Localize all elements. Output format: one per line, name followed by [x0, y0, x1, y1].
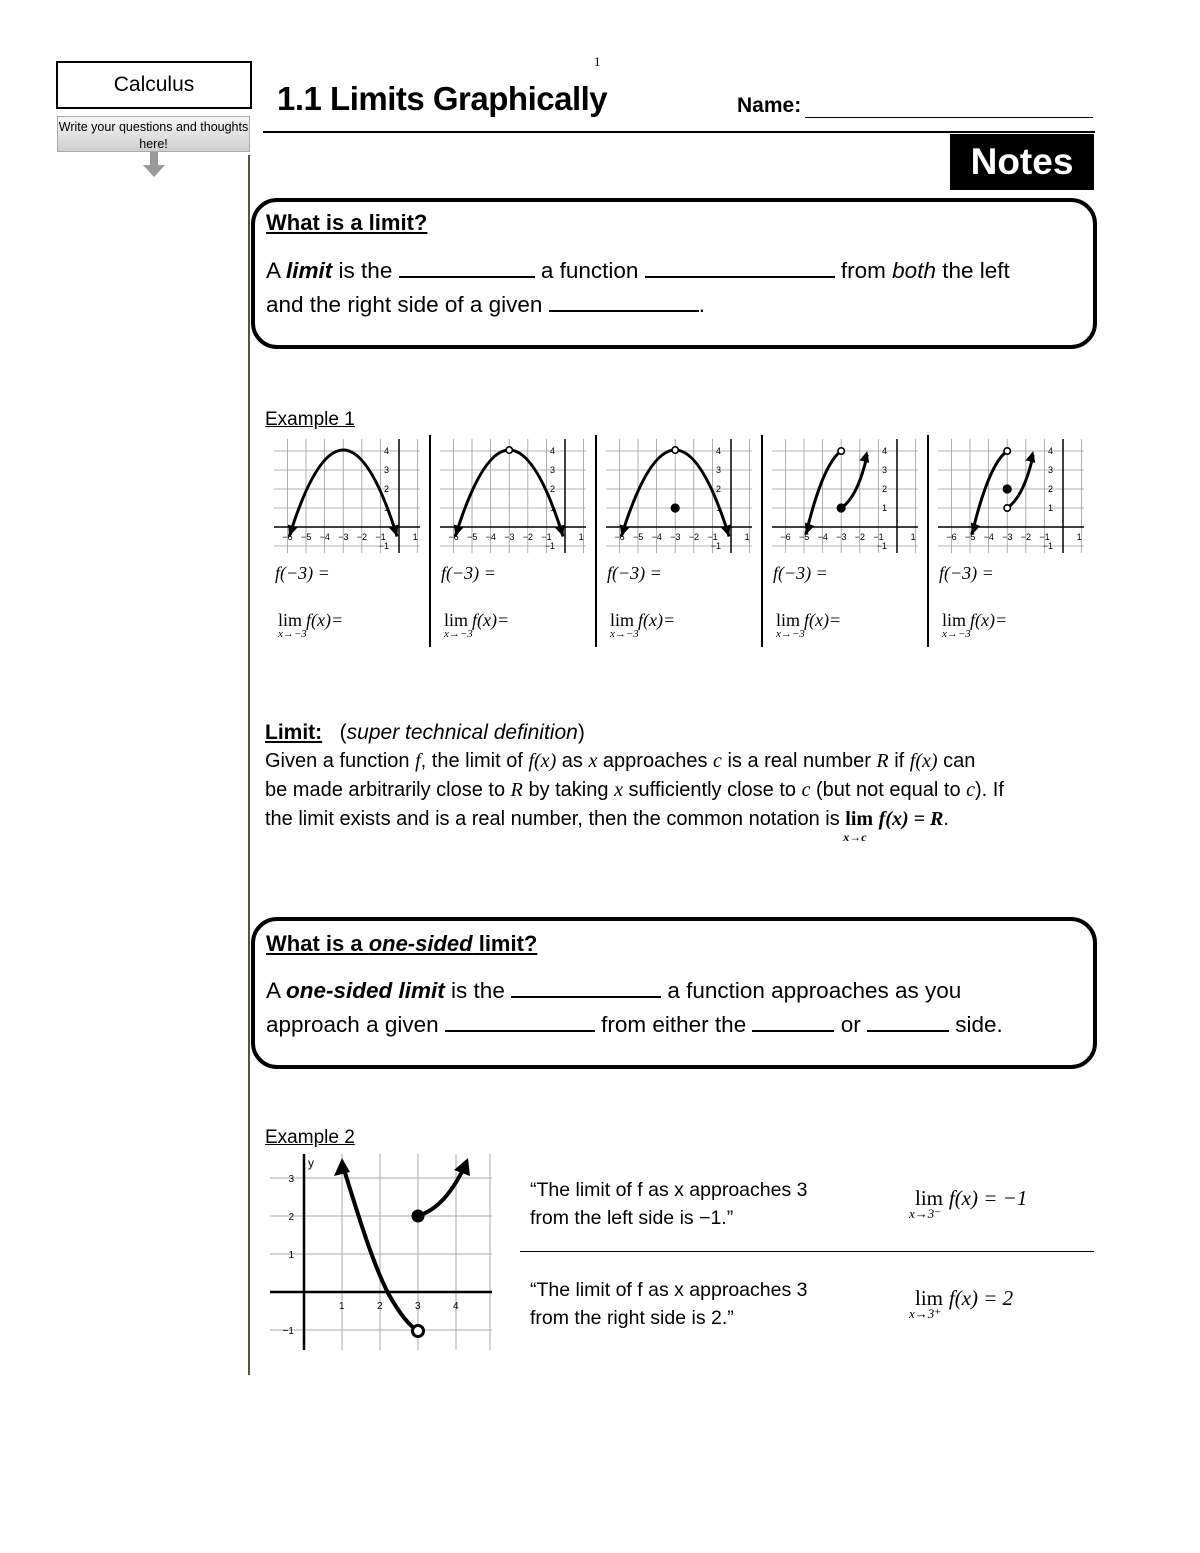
fill-in-line-1: A one-sided limit is the a function approaches as you — [266, 978, 962, 1003]
limit-prompt: lim x→−3 f(x)= — [278, 610, 344, 640]
limit-definition-box — [251, 198, 1097, 349]
function-curve — [841, 455, 867, 508]
y-tick-label: 1 — [881, 503, 887, 513]
right-branch-curve — [418, 1166, 465, 1216]
limit-technical-definition — [265, 718, 1095, 844]
open-point — [413, 1326, 424, 1337]
limit-prompt: lim x→−3 f(x)= — [610, 610, 676, 640]
right-limit-notation: lim x→3⁺ f(x) = 2 — [909, 1286, 1014, 1321]
x-tick-label: −5 — [965, 532, 976, 542]
x-tick-label: −4 — [485, 532, 496, 542]
y-tick-label: 1 — [288, 1250, 294, 1261]
x-tick-label: −6 — [780, 532, 791, 542]
open-point — [1004, 505, 1010, 511]
function-curve — [1007, 455, 1033, 508]
open-point — [1004, 448, 1010, 454]
y-tick-label: 3 — [1047, 465, 1053, 475]
term-limit: limit — [286, 258, 333, 283]
x-tick-label: −2 — [1020, 532, 1032, 542]
function-curve — [806, 451, 841, 535]
x-tick-label: −6 — [946, 532, 957, 542]
notes-badge: Notes — [950, 134, 1094, 190]
y-tick-label: 4 — [881, 446, 887, 456]
x-tick-label: −6 — [614, 532, 625, 542]
closed-point — [1003, 485, 1011, 493]
term-one-sided-limit: one-sided limit — [286, 978, 445, 1003]
limit-notation: lim x→c — [843, 808, 874, 844]
x-tick-label: −1 — [707, 532, 718, 542]
x-tick-label: −6 — [448, 532, 459, 542]
section-heading: What is a limit? — [266, 210, 428, 235]
y-tick-label: 4 — [715, 446, 721, 456]
open-point — [838, 448, 844, 454]
y-tick-label: 2 — [881, 484, 887, 494]
x-tick-label: −5 — [301, 532, 312, 542]
x-tick-label: −5 — [633, 532, 644, 542]
x-tick-label: −1 — [541, 532, 552, 542]
y-tick-label: −1 — [1042, 541, 1053, 551]
example-2-graph — [270, 1150, 495, 1355]
x-tick-label: −3 — [836, 532, 847, 542]
limit-prompt: lim x→−3 f(x)= — [942, 610, 1008, 640]
x-tick-label: −5 — [799, 532, 810, 542]
one-sided-limit-box — [251, 917, 1097, 1069]
y-axis-label: y — [308, 1156, 314, 1170]
y-tick-label: −1 — [282, 1326, 294, 1337]
limit-prompt: lim x→−3 f(x)= — [444, 610, 510, 640]
y-tick-label: 2 — [288, 1212, 294, 1223]
x-tick-label: −1 — [873, 532, 884, 542]
x-tick-label: −3 — [1002, 532, 1013, 542]
example-1-graph-3 — [604, 435, 754, 555]
panel-divider — [429, 435, 431, 647]
blank-field[interactable] — [549, 292, 699, 312]
name-label: Name: — [737, 94, 802, 117]
course-label: Calculus — [56, 61, 252, 109]
function-curve — [972, 451, 1007, 535]
x-tick-label: −3 — [338, 532, 349, 542]
x-tick-label: −2 — [522, 532, 534, 542]
left-limit-notation: lim x→3⁻ f(x) = −1 — [909, 1186, 1028, 1221]
limit-prompt: lim x→−3 f(x)= — [776, 610, 842, 640]
y-tick-label: −1 — [876, 541, 887, 551]
arrowhead-icon — [860, 450, 873, 463]
blank-field[interactable] — [445, 1012, 595, 1032]
left-limit-quote: “The limit of f as x approaches 3 from the left side is −1.” — [530, 1179, 808, 1229]
x-tick-label: 2 — [377, 1301, 383, 1312]
example-1-graph-5 — [936, 435, 1086, 555]
x-tick-label: 1 — [744, 532, 750, 542]
limit-heading: Limit: — [265, 721, 323, 744]
closed-point — [412, 1210, 425, 1223]
example-2-divider — [520, 1251, 1094, 1252]
x-tick-label: 1 — [578, 532, 584, 542]
name-field[interactable] — [805, 117, 1093, 118]
x-tick-label: −2 — [854, 532, 866, 542]
x-tick-label: −4 — [319, 532, 330, 542]
closed-point — [837, 504, 845, 512]
x-tick-label: −4 — [817, 532, 828, 542]
x-tick-label: −4 — [983, 532, 994, 542]
blank-field[interactable] — [399, 258, 535, 278]
title-rule — [263, 131, 1095, 133]
f-of-minus-3-prompt: f(−3) = — [773, 563, 828, 583]
blank-field[interactable] — [752, 1012, 834, 1032]
x-tick-label: 1 — [910, 532, 916, 542]
margin-rule — [248, 155, 250, 1375]
example-1-label: Example 1 — [265, 409, 355, 430]
x-tick-label: 4 — [453, 1301, 459, 1312]
y-tick-label: 4 — [383, 446, 389, 456]
panel-divider — [595, 435, 597, 647]
y-tick-label: 3 — [881, 465, 887, 475]
limit-subheading: super technical definition — [346, 721, 578, 744]
arrowhead-icon — [334, 1158, 350, 1176]
y-tick-label: −1 — [378, 541, 389, 551]
page-number: 1 — [594, 54, 601, 69]
f-of-minus-3-prompt: f(−3) = — [275, 563, 330, 583]
limit-heading-line: Limit: (super technical definition) — [265, 721, 585, 744]
y-tick-label: 1 — [1047, 503, 1053, 513]
margin-note: Write your questions and thoughts here! — [57, 116, 250, 152]
y-tick-label: 4 — [1047, 446, 1053, 456]
arrowhead-icon — [1026, 450, 1039, 463]
x-tick-label: −5 — [467, 532, 478, 542]
fill-in-line-2: and the right side of a given . — [266, 292, 705, 317]
x-tick-label: −2 — [356, 532, 368, 542]
x-tick-label: 3 — [415, 1301, 421, 1312]
x-tick-label: 1 — [339, 1301, 345, 1312]
y-tick-label: 3 — [715, 465, 721, 475]
fill-in-line-2: approach a given from either the or side. — [266, 1012, 1003, 1037]
x-tick-label: −1 — [1039, 532, 1050, 542]
y-tick-label: 4 — [549, 446, 555, 456]
closed-point — [671, 504, 679, 512]
y-tick-labels — [283, 1174, 295, 1337]
y-tick-label: 2 — [549, 484, 555, 494]
y-tick-label: 1 — [549, 503, 555, 513]
y-tick-label: 1 — [715, 503, 721, 513]
panel-divider — [761, 435, 763, 647]
definition-line-1: Given a function f, the limit of f(x) as x approaches c is a real number R if f(x) can — [265, 750, 976, 772]
blank-field[interactable] — [645, 258, 835, 278]
f-of-minus-3-prompt: f(−3) = — [939, 563, 994, 583]
section-heading: What is a one-sided limit? — [266, 931, 538, 956]
x-tick-label: −1 — [375, 532, 386, 542]
x-tick-label: −2 — [688, 532, 700, 542]
y-tick-label: 3 — [549, 465, 555, 475]
y-tick-label: −1 — [544, 541, 555, 551]
page-title: 1.1 Limits Graphically — [277, 80, 608, 117]
y-tick-label: −1 — [710, 541, 721, 551]
x-tick-label: −4 — [651, 532, 662, 542]
y-tick-label: 2 — [1047, 484, 1053, 494]
definition-line-3: the limit exists and is a real number, then the common notation is lim x→c f(x) = R. — [265, 805, 1095, 834]
y-tick-label: 3 — [288, 1174, 294, 1185]
y-tick-label: 3 — [383, 465, 389, 475]
x-tick-label: −3 — [504, 532, 515, 542]
y-tick-label: 1 — [383, 503, 389, 513]
example-1-graph-1 — [272, 435, 422, 555]
x-tick-label: 1 — [412, 532, 418, 542]
x-tick-label: −3 — [670, 532, 681, 542]
down-arrow-icon — [143, 152, 165, 178]
y-tick-label: 2 — [383, 484, 389, 494]
example-2-label: Example 2 — [265, 1127, 355, 1148]
fill-in-line-1: A limit is the a function from both the left — [266, 258, 1010, 283]
panel-divider — [927, 435, 929, 647]
definition-line-2: be made arbitrarily close to R by taking x sufficiently close to c (but not equal to c). If — [265, 779, 1004, 801]
x-tick-label: −6 — [282, 532, 293, 542]
y-tick-label: 2 — [715, 484, 721, 494]
blank-field[interactable] — [867, 1012, 949, 1032]
f-of-minus-3-prompt: f(−3) = — [607, 563, 662, 583]
example-1-graph-2 — [438, 435, 588, 555]
open-point — [506, 447, 512, 453]
example-1-graph-4 — [770, 435, 920, 555]
open-point — [672, 447, 678, 453]
x-tick-label: 1 — [1076, 532, 1082, 542]
right-limit-quote: “The limit of f as x approaches 3 from the right side is 2.” — [530, 1279, 808, 1329]
f-of-minus-3-prompt: f(−3) = — [441, 563, 496, 583]
blank-field[interactable] — [511, 978, 661, 998]
